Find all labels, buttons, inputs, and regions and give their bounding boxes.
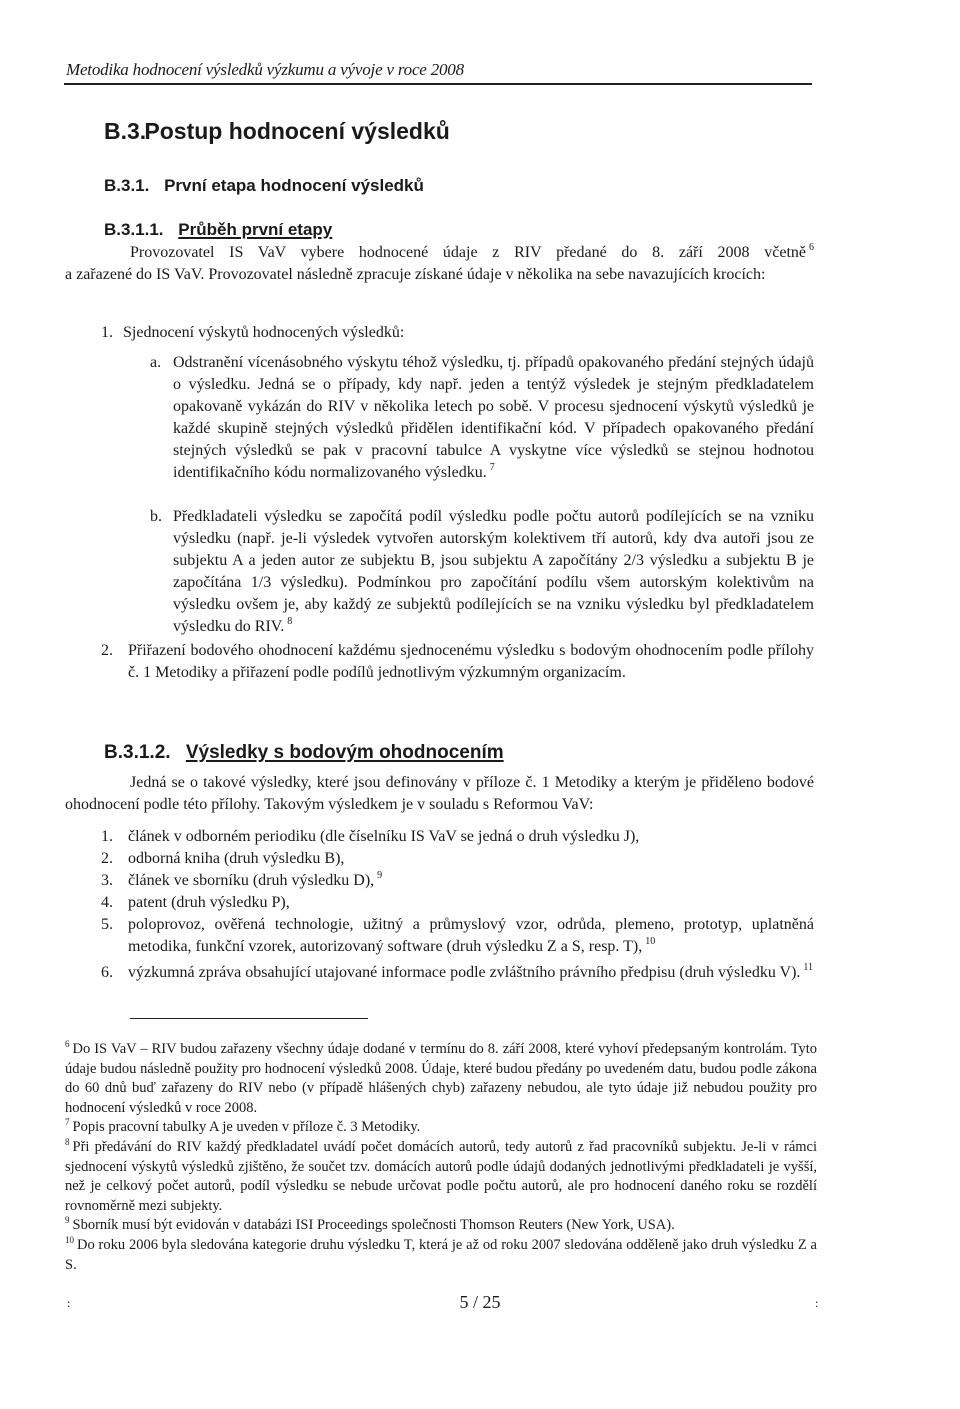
footnote: $^7$ Popis pracovní tabulky A je uveden v příloze č. 3 Metodiky. [65, 1117, 421, 1135]
footnote: $^8$ Při předávání do RIV každý předkladatel uvádí počet domácích autorů, tedy autorů z řad pracovníků subjektu. Je-li v rámci sjednocení výskytů výsledků zjištěno, že součet tzv. domácích autorů podle údajů dodaných jednotlivými předkladateli je vyšší, než je celkový počet autorů, podíl výsledku se nebude určovat podle počtu autorů, ale pro hodnocení daného roku se rozdělí rovnoměrně mezi subjekty. [65, 1137, 817, 1214]
heading-number: B.3.1.2. [104, 742, 171, 763]
heading-number: B.3.1. [104, 176, 150, 195]
heading-b3-1-1 [104, 220, 332, 240]
footnote-ref: 11 [803, 962, 814, 973]
margin-mark-left: : [67, 1296, 71, 1310]
footnote: $^9$ Sborník musí být evidován v databázi ISI Proceedings společnosti Thomson Reuters (New York, USA). [65, 1215, 675, 1233]
heading-number: B.3. [104, 118, 147, 144]
document-page: Metodika hodnocení výsledků výzkumu a vývoje v roce 2008 B.3. Postup hodnocení výsledků B.3.1. První etapa hodnocení výsledků B.3.1.1. Průběh první etapy Provozovatel IS VaV vybere hodnocené údaje z RIV předané do 8. září 2008 včetně $^6$ a zařazené do IS VaV. Provozovatel následně zpracuje získané údaje v několika na sebe navazujících krocích: 1. Sjednocení výskytů hodnocených výsledků: a. Odstranění vícenásobného výskytu téhož výsledku, tj. případů opakovaného předání stejných údajů o výsledku. Jedná se o případy, kdy např. jeden a tentýž výsledek je stejným předkladatelem opakovaně vykázán do RIV v několika letech po sobě. V procesu sjednocení výskytů výsledků je každé skupině stejných výsledků přidělen identifikační kód. V případech opakovaného předání stejných výsledků se pak v pracovní tabulce A vyskytne více výsledků se stejnou hodnotou identifikačního kódu normalizovaného výsledku. $^7$ b. Předkladateli výsledku se započítá podíl výsledku podle počtu autorů podílejících se na vzniku výsledku (např. je-li výsledek vytvořen autorským kolektivem tří autorů, kdy dva autoři jsou ze subjektu A a jeden autor ze subjektu B, jsou subjektu A započítány 2/3 výsledku a subjektu B je započítána 1/3 výsledku). Podmínkou pro započítání podílu všem autorským kolektivům na výsledku ovšem je, aby každý ze subjektů podílejících se na vzniku výsledku byl předkladatelem výsledku do RIV. $^8$ 2. Přiřazení bodového ohodnocení každému sjednocenému výsledku s bodovým ohodnocením podle přílohy č. 1 Metodiky a přiřazení podle podílů jednotlivým výzkumným organizacím. B.3.1.2. Výsledky s bodovým ohodnocením Jedná se o takové výsledky, které jsou definovány v příloze č. 1 Metodiky a kterým je přiděleno bodové ohodnocení podle této přílohy. Takovým výsledkem je v souladu s Reformou VaV: 1. článek v odborném periodiku (dle číselníku IS VaV se jedná o druh výsledku J), 2. odborná kniha (druh výsledku B), 3. článek ve sborníku (druh výsledku D), $^9$ 4. patent (druh výsledku P), 5. poloprovoz, ověřená technologie, užitný a průmyslový vzor, odrůda, plemeno, prototyp, uplatněná metodika, funkční vzorek, autorizovaný software (druh výsledku Z a S, resp. T), $^{10}$ 6. výzkumná zpráva obsahující utajované informace podle zvláštního právního předpisu (druh výsledku V). $^{11}$ $^6$ Do IS VaV – RIV budou zařazeny všechny údaje dodané v termínu do 8. září 2008, které vyhoví předepsaným kontrolám. Tyto údaje budou následně použity pro hodnocení výsledků 2008. Údaje, které budou předány po uvedeném datu, budou podle zákona do 60 dnů buď zařazeny do RIV nebo (v případě hlášených chyb) zařazeny nebudou, ale tyto údaje již nebudou použity pro hodnocení výsledků v roce 2008. $^7$ Popis pracovní tabulky A je uveden v příloze č. 3 Metodiky. $^8$ Při předávání do RIV každý předkladatel uvádí počet domácích autorů, tedy autorů z řad pracovníků subjektu. Je-li v rámci sjednocení výskytů výsledků zjištěno, že součet tzv. domácích autorů podle údajů dodaných jednotlivými předkladateli je vyšší, než je celkový počet autorů, podíl výsledku se nebude určovat podle počtu autorů, ale pro hodnocení daného roku se rozdělí rovnoměrně mezi subjekty. $^9$ Sborník musí být evidován v databázi ISI Proceedings společnosti Thomson Reuters (New York, USA). $^{10}$ Do roku 2006 byla sledována kategorie druhu výsledku T, která je až od roku 2007 sledována odděleně jako druh výsledku Z a S. : 5 / 25 : [0, 0, 960, 1409]
heading-b3 [104, 118, 450, 145]
footnote: $^{10}$ Do roku 2006 byla sledována kategorie druhu výsledku T, která je až od roku 2007 sledována odděleně jako druh výsledku Z a S. [65, 1235, 817, 1273]
header-rule [64, 83, 812, 85]
heading-title: První etapa hodnocení výsledků [164, 176, 424, 195]
intro2-paragraph: Jedná se o takové výsledky, které jsou definovány v příloze č. 1 Metodiky a kterým je přiděleno bodové ohodnocení podle této přílohy. Takovým výsledkem je v souladu s Reformou VaV: [65, 774, 814, 813]
heading-number: B.3.1.1. [104, 220, 164, 239]
margin-mark-right: : [815, 1296, 819, 1310]
footnote-ref: 7 [489, 462, 495, 473]
page-number: 5 / 25 [459, 1292, 501, 1312]
footnote-ref: 9 [377, 870, 383, 881]
running-head: Metodika hodnocení výsledků výzkumu a vývoje v roce 2008 [66, 60, 464, 79]
heading-title: Výsledky s bodovým ohodnocením [185, 742, 504, 763]
intro-paragraph-line1: Provozovatel IS VaV vybere hodnocené údaje z RIV předané do 8. září 2008 včetně $^6$ [130, 242, 814, 261]
intro-paragraph-rest: a zařazené do IS VaV. Provozovatel následně zpracuje získané údaje v několika na sebe navazujících krocích: [65, 266, 766, 283]
footnote-separator [130, 1018, 368, 1019]
heading-b3-1-2 [104, 742, 504, 764]
heading-title: Postup hodnocení výsledků [144, 118, 450, 144]
footnote-ref: 10 [645, 936, 656, 947]
heading-b3-1 [104, 176, 424, 196]
footnote-ref: 8 [287, 616, 293, 627]
footnote-ref: 6 [809, 242, 814, 253]
list-item: a. Odstranění vícenásobného výskytu téhož výsledku, tj. případů opakovaného předání stejných údajů o výsledku. Jedná se o případy, kdy např. jeden a tentýž výsledek je stejným předkladatelem opakovaně vykázán do RIV v několika letech po sobě. V procesu sjednocení výskytů výsledků je každé skupině stejných výsledků přidělen identifikační kód. V případech opakovaného předání stejných výsledků se pak v pracovní tabulce A vyskytne více výsledků se stejnou hodnotou identifikačního kódu normalizovaného výsledku. $^7$ [150, 354, 814, 481]
heading-title: Průběh první etapy [178, 220, 333, 239]
footnote: $^6$ Do IS VaV – RIV budou zařazeny všechny údaje dodané v termínu do 8. září 2008, které vyhoví předepsaným kontrolám. Tyto údaje budou následně použity pro hodnocení výsledků 2008. Údaje, které budou předány po uvedeném datu, budou podle zákona do 60 dnů buď zařazeny do RIV nebo (v případě hlášených chyb) zařazeny nebudou, ale tyto údaje již nebudou použity pro hodnocení výsledků v roce 2008. [65, 1039, 817, 1116]
